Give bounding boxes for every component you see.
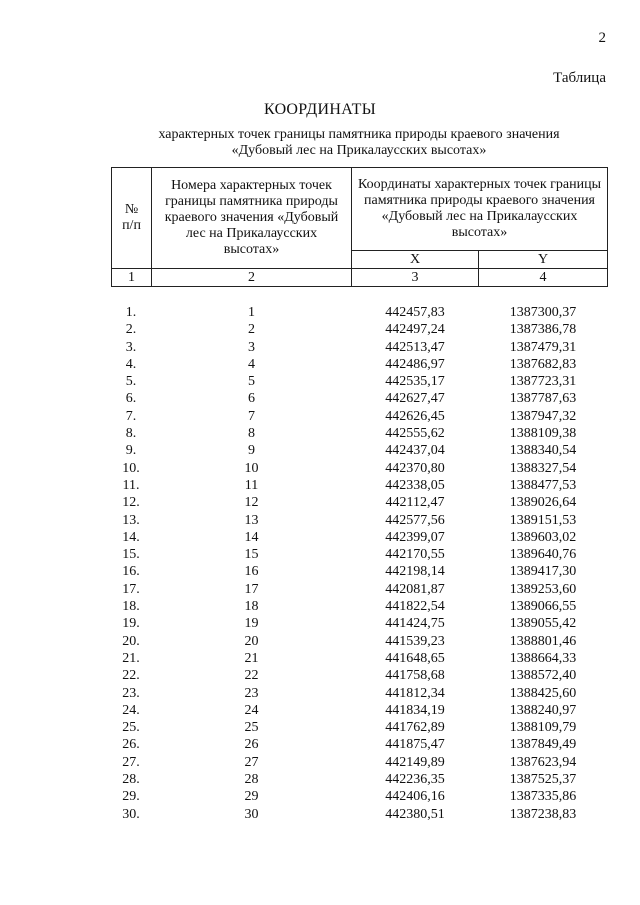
header-y: Y <box>479 251 608 269</box>
row-x-coordinate: 442198,14 <box>385 564 445 580</box>
table-row <box>111 373 607 390</box>
subtitle-line-1: характерных точек границы памятника природы краевого значения <box>158 127 560 142</box>
row-y-coordinate: 1387849,49 <box>509 737 577 753</box>
table-row <box>111 581 607 598</box>
row-y-coordinate: 1387682,83 <box>509 356 577 372</box>
table-row <box>111 356 607 373</box>
table-row <box>111 736 607 753</box>
row-point-number: 2 <box>248 322 255 338</box>
table-row <box>111 806 607 823</box>
row-point-number: 12 <box>244 495 259 511</box>
row-point-number: 24 <box>244 702 259 718</box>
coordinates-table-body <box>111 304 607 823</box>
table-row <box>111 494 607 511</box>
row-index: 27. <box>122 754 140 770</box>
row-index: 26. <box>122 737 140 753</box>
row-point-number: 25 <box>244 720 259 736</box>
page-title: КООРДИНАТЫ <box>264 101 376 118</box>
row-x-coordinate: 442457,83 <box>385 305 445 320</box>
row-index: 15. <box>122 547 140 563</box>
table-row <box>111 512 607 529</box>
row-point-number: 19 <box>244 616 259 632</box>
row-point-number: 4 <box>248 356 255 372</box>
row-y-coordinate: 1387386,78 <box>509 322 577 338</box>
row-x-coordinate: 442627,47 <box>385 391 445 407</box>
row-index: 29. <box>122 789 140 805</box>
row-index: 25. <box>122 720 140 736</box>
table-row <box>111 719 607 736</box>
row-x-coordinate: 441539,23 <box>385 633 445 649</box>
row-point-number: 21 <box>244 650 259 666</box>
row-point-number: 17 <box>244 581 259 597</box>
row-point-number: 20 <box>244 633 259 649</box>
row-y-coordinate: 1387300,37 <box>509 305 577 320</box>
row-y-coordinate: 1389253,60 <box>509 581 577 597</box>
row-x-coordinate: 441822,54 <box>385 599 445 615</box>
table-row <box>111 563 607 580</box>
row-x-coordinate: 442081,87 <box>385 581 445 597</box>
row-x-coordinate: 441812,34 <box>385 685 445 701</box>
header-index: № п/п <box>112 168 152 269</box>
row-index: 21. <box>122 650 140 666</box>
row-index: 10. <box>122 460 140 476</box>
header-points: Номера характерных точек границы памятника природы краевого значения «Дубовый лес на Прикалаусских высотах» <box>152 168 352 269</box>
row-point-number: 3 <box>248 339 255 355</box>
row-y-coordinate: 1387723,31 <box>509 374 577 390</box>
row-index: 3. <box>125 339 137 355</box>
row-y-coordinate: 1388240,97 <box>509 702 577 718</box>
row-point-number: 7 <box>248 408 255 424</box>
row-y-coordinate: 1389151,53 <box>509 512 577 528</box>
row-point-number: 29 <box>244 789 259 805</box>
row-y-coordinate: 1387623,94 <box>509 754 577 770</box>
column-number-1: 1 <box>112 269 152 287</box>
coordinates-table-header <box>111 167 608 287</box>
row-x-coordinate: 442170,55 <box>385 547 445 563</box>
table-row <box>111 685 607 702</box>
row-y-coordinate: 1388477,53 <box>509 477 577 493</box>
table-row <box>111 633 607 650</box>
row-point-number: 10 <box>244 460 259 476</box>
row-point-number: 22 <box>244 668 259 684</box>
table-row <box>111 615 607 632</box>
row-y-coordinate: 1388109,79 <box>509 720 577 736</box>
row-y-coordinate: 1389603,02 <box>509 529 577 545</box>
table-row <box>111 321 607 338</box>
row-index: 14. <box>122 529 140 545</box>
row-index: 18. <box>122 599 140 615</box>
row-y-coordinate: 1387335,86 <box>509 789 577 805</box>
page-subtitle <box>120 127 598 159</box>
table-label: Таблица <box>553 70 606 86</box>
row-index: 17. <box>122 581 140 597</box>
table-row <box>111 771 607 788</box>
row-x-coordinate: 442535,17 <box>385 374 445 390</box>
table-row <box>111 702 607 719</box>
row-y-coordinate: 1389417,30 <box>509 564 577 580</box>
row-point-number: 15 <box>244 547 259 563</box>
row-x-coordinate: 441875,47 <box>385 737 445 753</box>
row-index: 16. <box>122 564 140 580</box>
row-index: 5. <box>125 374 137 390</box>
table-row <box>111 598 607 615</box>
row-y-coordinate: 1387787,63 <box>509 391 577 407</box>
row-index: 13. <box>122 512 140 528</box>
row-point-number: 9 <box>248 443 255 459</box>
row-x-coordinate: 442338,05 <box>385 477 445 493</box>
row-y-coordinate: 1388327,54 <box>509 460 577 476</box>
column-number-4: 4 <box>479 269 608 287</box>
row-y-coordinate: 1388664,33 <box>509 650 577 666</box>
table-row <box>111 408 607 425</box>
row-index: 19. <box>122 616 140 632</box>
row-x-coordinate: 441762,89 <box>385 720 445 736</box>
row-index: 23. <box>122 685 140 701</box>
row-index: 30. <box>122 806 140 822</box>
row-index: 4. <box>125 356 137 372</box>
row-index: 20. <box>122 633 140 649</box>
row-x-coordinate: 442577,56 <box>385 512 445 528</box>
row-point-number: 16 <box>244 564 259 580</box>
row-index: 6. <box>125 391 137 407</box>
row-point-number: 13 <box>244 512 259 528</box>
row-point-number: 30 <box>244 806 259 822</box>
row-point-number: 27 <box>244 754 259 770</box>
row-x-coordinate: 442486,97 <box>385 356 445 372</box>
row-point-number: 6 <box>248 391 255 407</box>
row-y-coordinate: 1387525,37 <box>509 772 577 788</box>
row-y-coordinate: 1388801,46 <box>509 633 577 649</box>
table-row <box>111 304 607 321</box>
row-point-number: 5 <box>248 374 255 390</box>
row-y-coordinate: 1388109,38 <box>509 426 577 442</box>
table-row <box>111 754 607 771</box>
row-index: 9. <box>125 443 137 459</box>
row-x-coordinate: 441834,19 <box>385 702 445 718</box>
row-point-number: 14 <box>244 529 259 545</box>
row-y-coordinate: 1388340,54 <box>509 443 577 459</box>
table-row <box>111 667 607 684</box>
row-point-number: 11 <box>244 477 259 493</box>
header-x: X <box>352 251 479 269</box>
row-index: 7. <box>125 408 137 424</box>
row-x-coordinate: 442497,24 <box>385 322 445 338</box>
row-index: 2. <box>125 322 137 338</box>
table-row <box>111 546 607 563</box>
row-y-coordinate: 1387479,31 <box>509 339 577 355</box>
table-row <box>111 650 607 667</box>
row-x-coordinate: 441648,65 <box>385 650 445 666</box>
row-y-coordinate: 1389055,42 <box>509 616 577 632</box>
row-index: 28. <box>122 772 140 788</box>
header-coordinates: Координаты характерных точек границы памятника природы краевого значения «Дубовый лес на Прикалаусских высотах» <box>352 168 608 251</box>
row-y-coordinate: 1389640,76 <box>509 547 577 563</box>
row-index: 1. <box>125 305 137 320</box>
table-row <box>111 788 607 805</box>
row-x-coordinate: 442399,07 <box>385 529 445 545</box>
row-index: 12. <box>122 495 140 511</box>
row-point-number: 23 <box>244 685 259 701</box>
column-number-3: 3 <box>352 269 479 287</box>
row-y-coordinate: 1388425,60 <box>509 685 577 701</box>
row-x-coordinate: 442555,62 <box>385 426 445 442</box>
row-x-coordinate: 441758,68 <box>385 668 445 684</box>
row-x-coordinate: 442370,80 <box>385 460 445 476</box>
row-index: 11. <box>122 477 140 493</box>
row-index: 22. <box>122 668 140 684</box>
table-row <box>111 442 607 459</box>
table-row <box>111 339 607 356</box>
table-row <box>111 477 607 494</box>
row-x-coordinate: 442380,51 <box>385 806 445 822</box>
row-x-coordinate: 442149,89 <box>385 754 445 770</box>
row-y-coordinate: 1389026,64 <box>509 495 577 511</box>
row-x-coordinate: 442626,45 <box>385 408 445 424</box>
table-row <box>111 425 607 442</box>
row-x-coordinate: 442513,47 <box>385 339 445 355</box>
table-row <box>111 390 607 407</box>
row-y-coordinate: 1388572,40 <box>509 668 577 684</box>
row-point-number: 1 <box>248 305 255 320</box>
row-x-coordinate: 441424,75 <box>385 616 445 632</box>
row-x-coordinate: 442437,04 <box>385 443 445 459</box>
row-point-number: 18 <box>244 599 259 615</box>
row-x-coordinate: 442406,16 <box>385 789 445 805</box>
row-point-number: 26 <box>244 737 259 753</box>
row-y-coordinate: 1387947,32 <box>509 408 577 424</box>
row-y-coordinate: 1389066,55 <box>509 599 577 615</box>
row-y-coordinate: 1387238,83 <box>509 806 577 822</box>
subtitle-line-2: «Дубовый лес на Прикалаусских высотах» <box>231 143 487 158</box>
page-number: 2 <box>598 30 606 46</box>
table-row <box>111 529 607 546</box>
row-x-coordinate: 442112,47 <box>385 495 445 511</box>
row-index: 24. <box>122 702 140 718</box>
row-point-number: 8 <box>248 426 255 442</box>
row-x-coordinate: 442236,35 <box>385 772 445 788</box>
row-index: 8. <box>125 426 137 442</box>
column-number-2: 2 <box>152 269 352 287</box>
row-point-number: 28 <box>244 772 259 788</box>
table-row <box>111 460 607 477</box>
